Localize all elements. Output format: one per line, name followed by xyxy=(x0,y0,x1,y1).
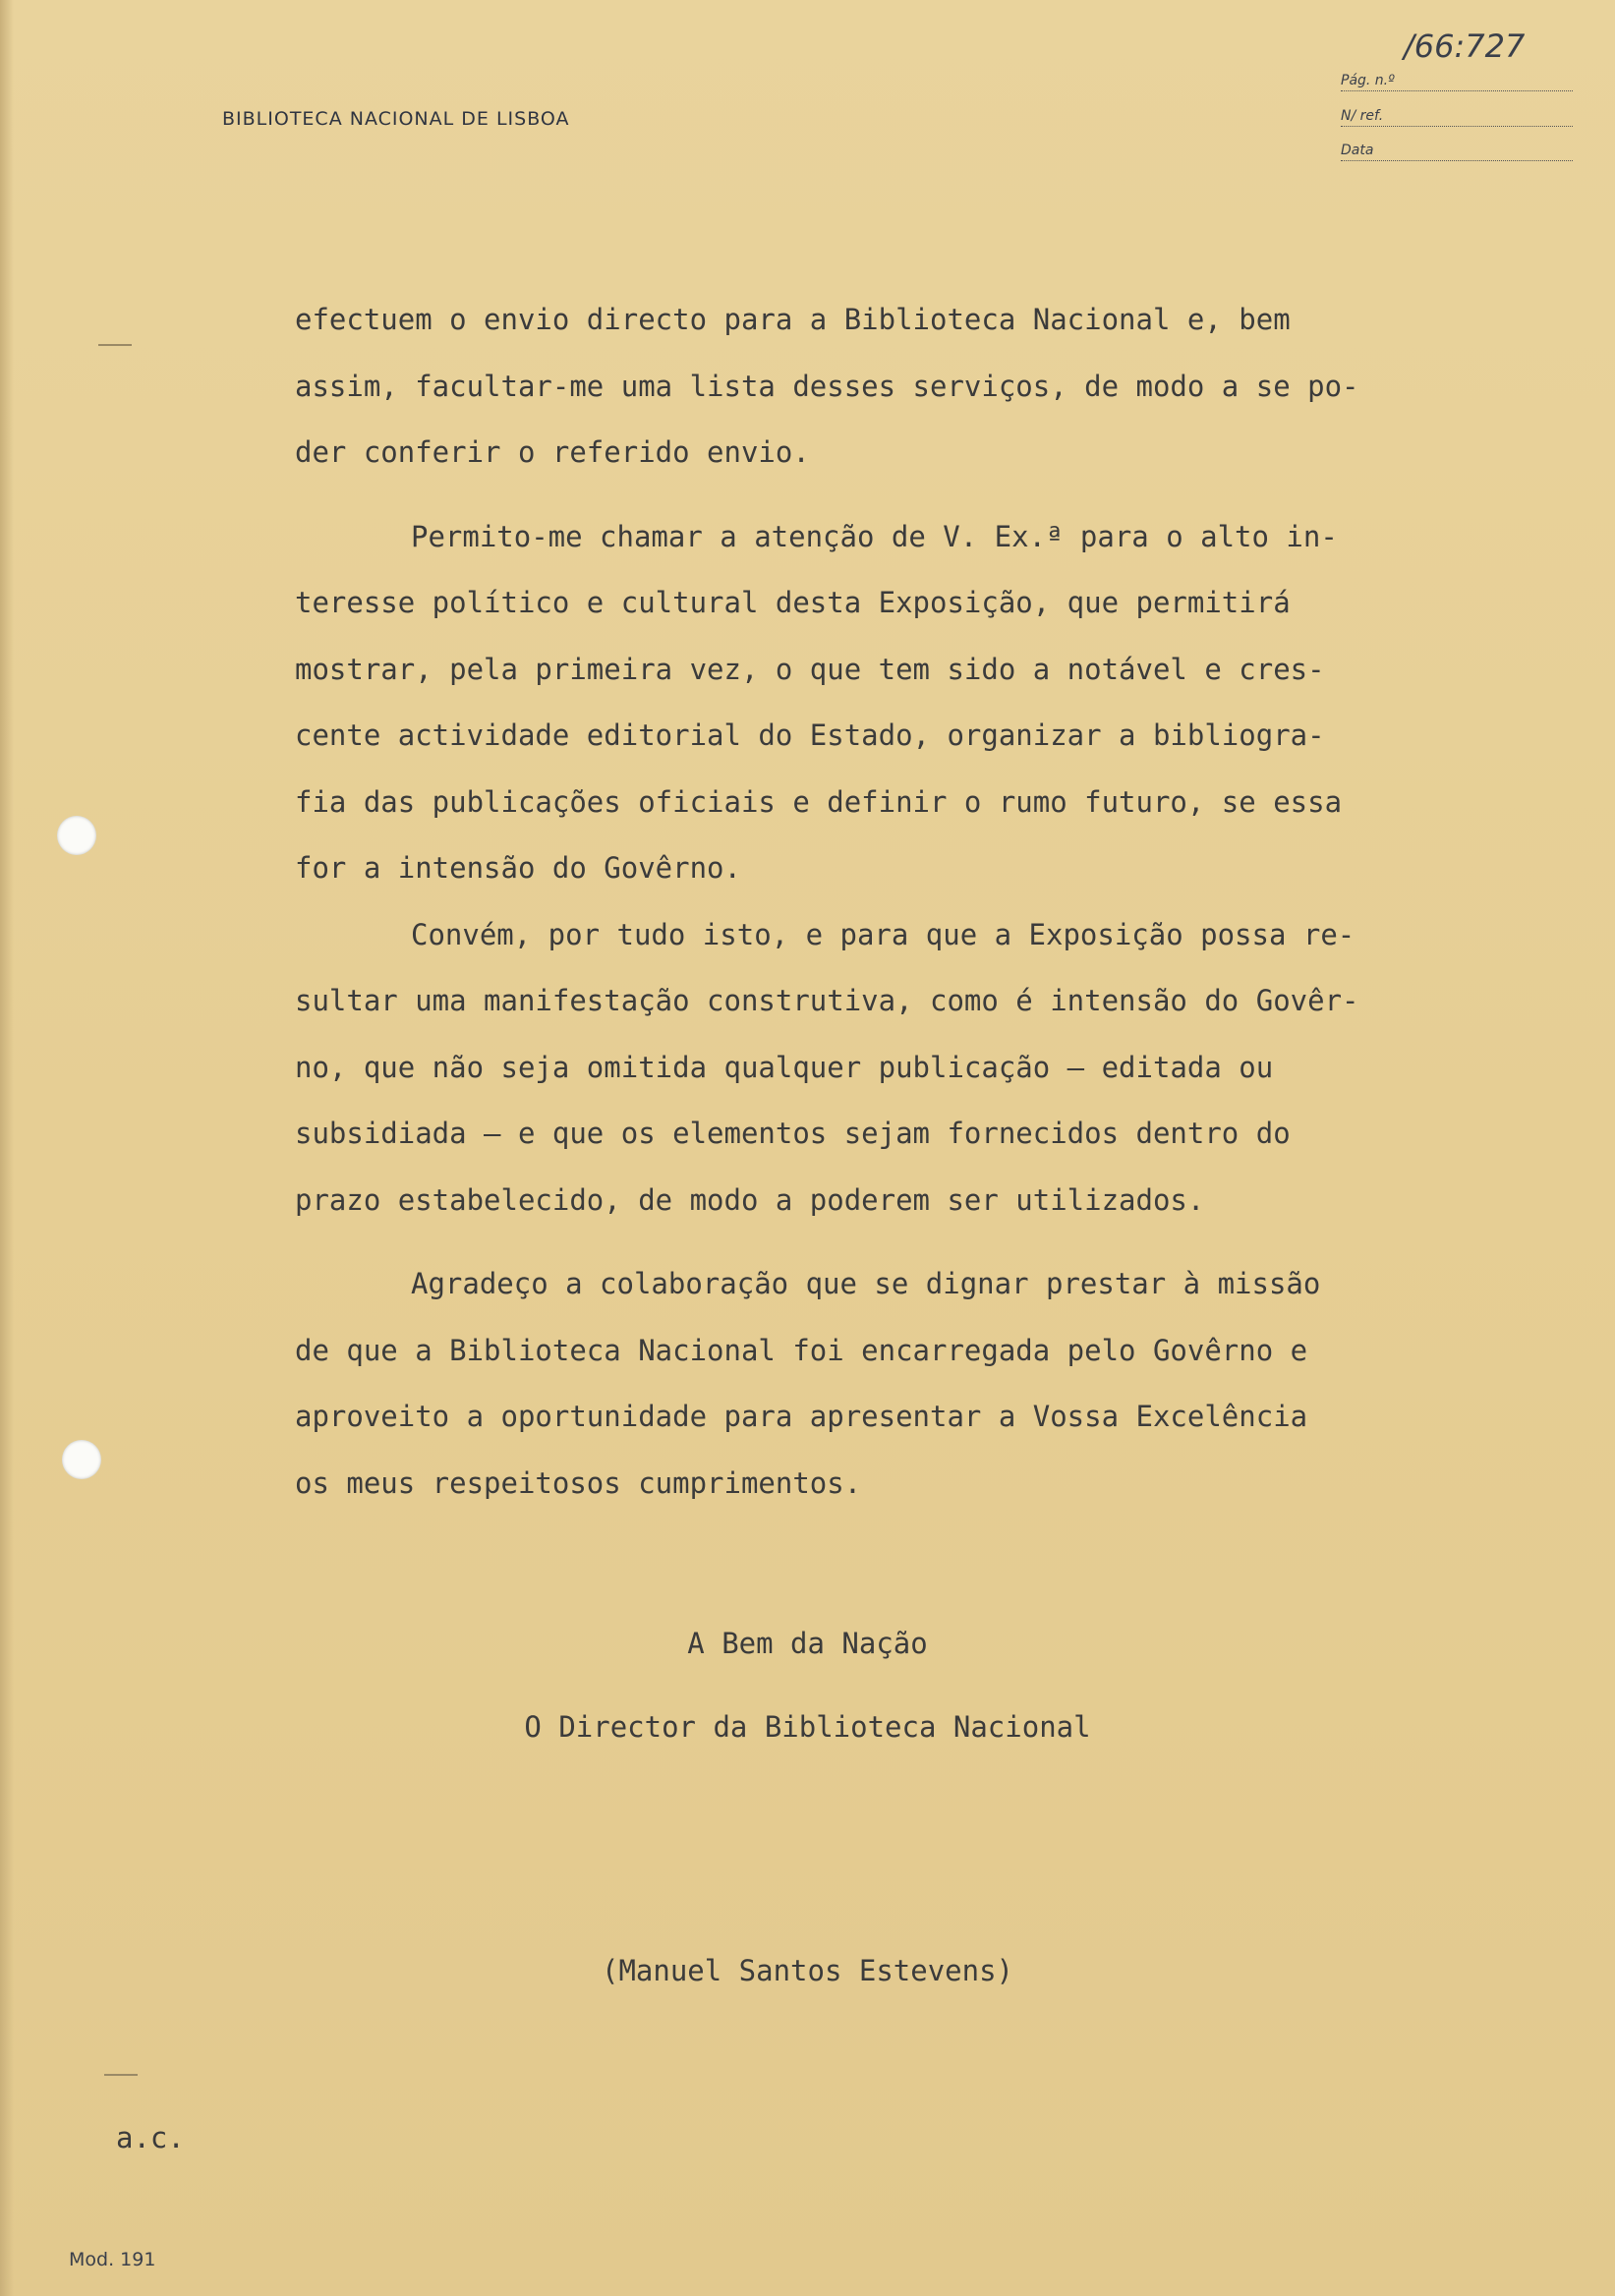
reference-number: /66:727 xyxy=(1404,28,1526,65)
date-field: Data xyxy=(1341,141,1573,161)
margin-fold-mark xyxy=(98,344,132,346)
letter-body xyxy=(295,287,1514,1517)
body-line: Permito-me chamar a atenção de V. Ex.ª para o alto in- xyxy=(411,519,1338,553)
body-line: subsidiada — e que os elementos sejam fornecidos dentro do xyxy=(295,1117,1291,1150)
body-line: assim, facultar-me uma lista desses serviços, de modo a se po- xyxy=(295,369,1359,403)
body-line: der conferir o referido envio. xyxy=(295,435,810,469)
body-line: Agradeço a colaboração que se dignar prestar à missão xyxy=(411,1267,1321,1300)
closing-salutation: A Bem da Nação xyxy=(687,1627,928,1660)
letterhead-institution: BIBLIOTECA NACIONAL DE LISBOA xyxy=(222,108,570,130)
body-line: aproveito a oportunidade para apresentar a Vossa Excelência xyxy=(295,1400,1308,1433)
body-line: efectuem o envio directo para a Biblioteca Nacional e, bem xyxy=(295,303,1291,336)
body-line: os meus respeitosos cumprimentos. xyxy=(295,1465,862,1500)
page-number-field: Pág. n.º xyxy=(1341,71,1573,91)
body-line: teresse político e cultural desta Exposição, que permitirá xyxy=(295,586,1291,619)
margin-fold-mark xyxy=(104,2074,138,2076)
signatory-name: (Manuel Santos Estevens) xyxy=(601,1954,1014,1987)
copy-note: a.c. xyxy=(116,2121,185,2154)
reference-field: N/ ref. xyxy=(1341,106,1573,127)
body-line: sultar uma manifestação construtiva, como é intensão do Govêr- xyxy=(295,984,1359,1017)
form-code: Mod. 191 xyxy=(69,2249,156,2270)
body-line: prazo estabelecido, de modo a poderem ser utilizados. xyxy=(295,1182,1205,1217)
body-line: Convém, por tudo isto, e para que a Exposição possa re- xyxy=(411,917,1355,951)
page-edge-shadow xyxy=(0,0,14,2296)
punch-hole xyxy=(57,816,96,855)
body-line: de que a Biblioteca Nacional foi encarregada pelo Govêrno e xyxy=(295,1333,1308,1367)
body-line: cente actividade editorial do Estado, organizar a bibliogra- xyxy=(295,718,1325,752)
punch-hole xyxy=(62,1440,101,1479)
body-line: for a intensão do Govêrno. xyxy=(295,851,741,885)
body-line: no, que não seja omitida qualquer publicação — editada ou xyxy=(295,1050,1274,1084)
signatory-title: O Director da Biblioteca Nacional xyxy=(524,1710,1091,1744)
body-line: mostrar, pela primeira vez, o que tem sido a notável e cres- xyxy=(295,652,1325,686)
body-line: fia das publicações oficiais e definir o rumo futuro, se essa xyxy=(295,784,1343,819)
